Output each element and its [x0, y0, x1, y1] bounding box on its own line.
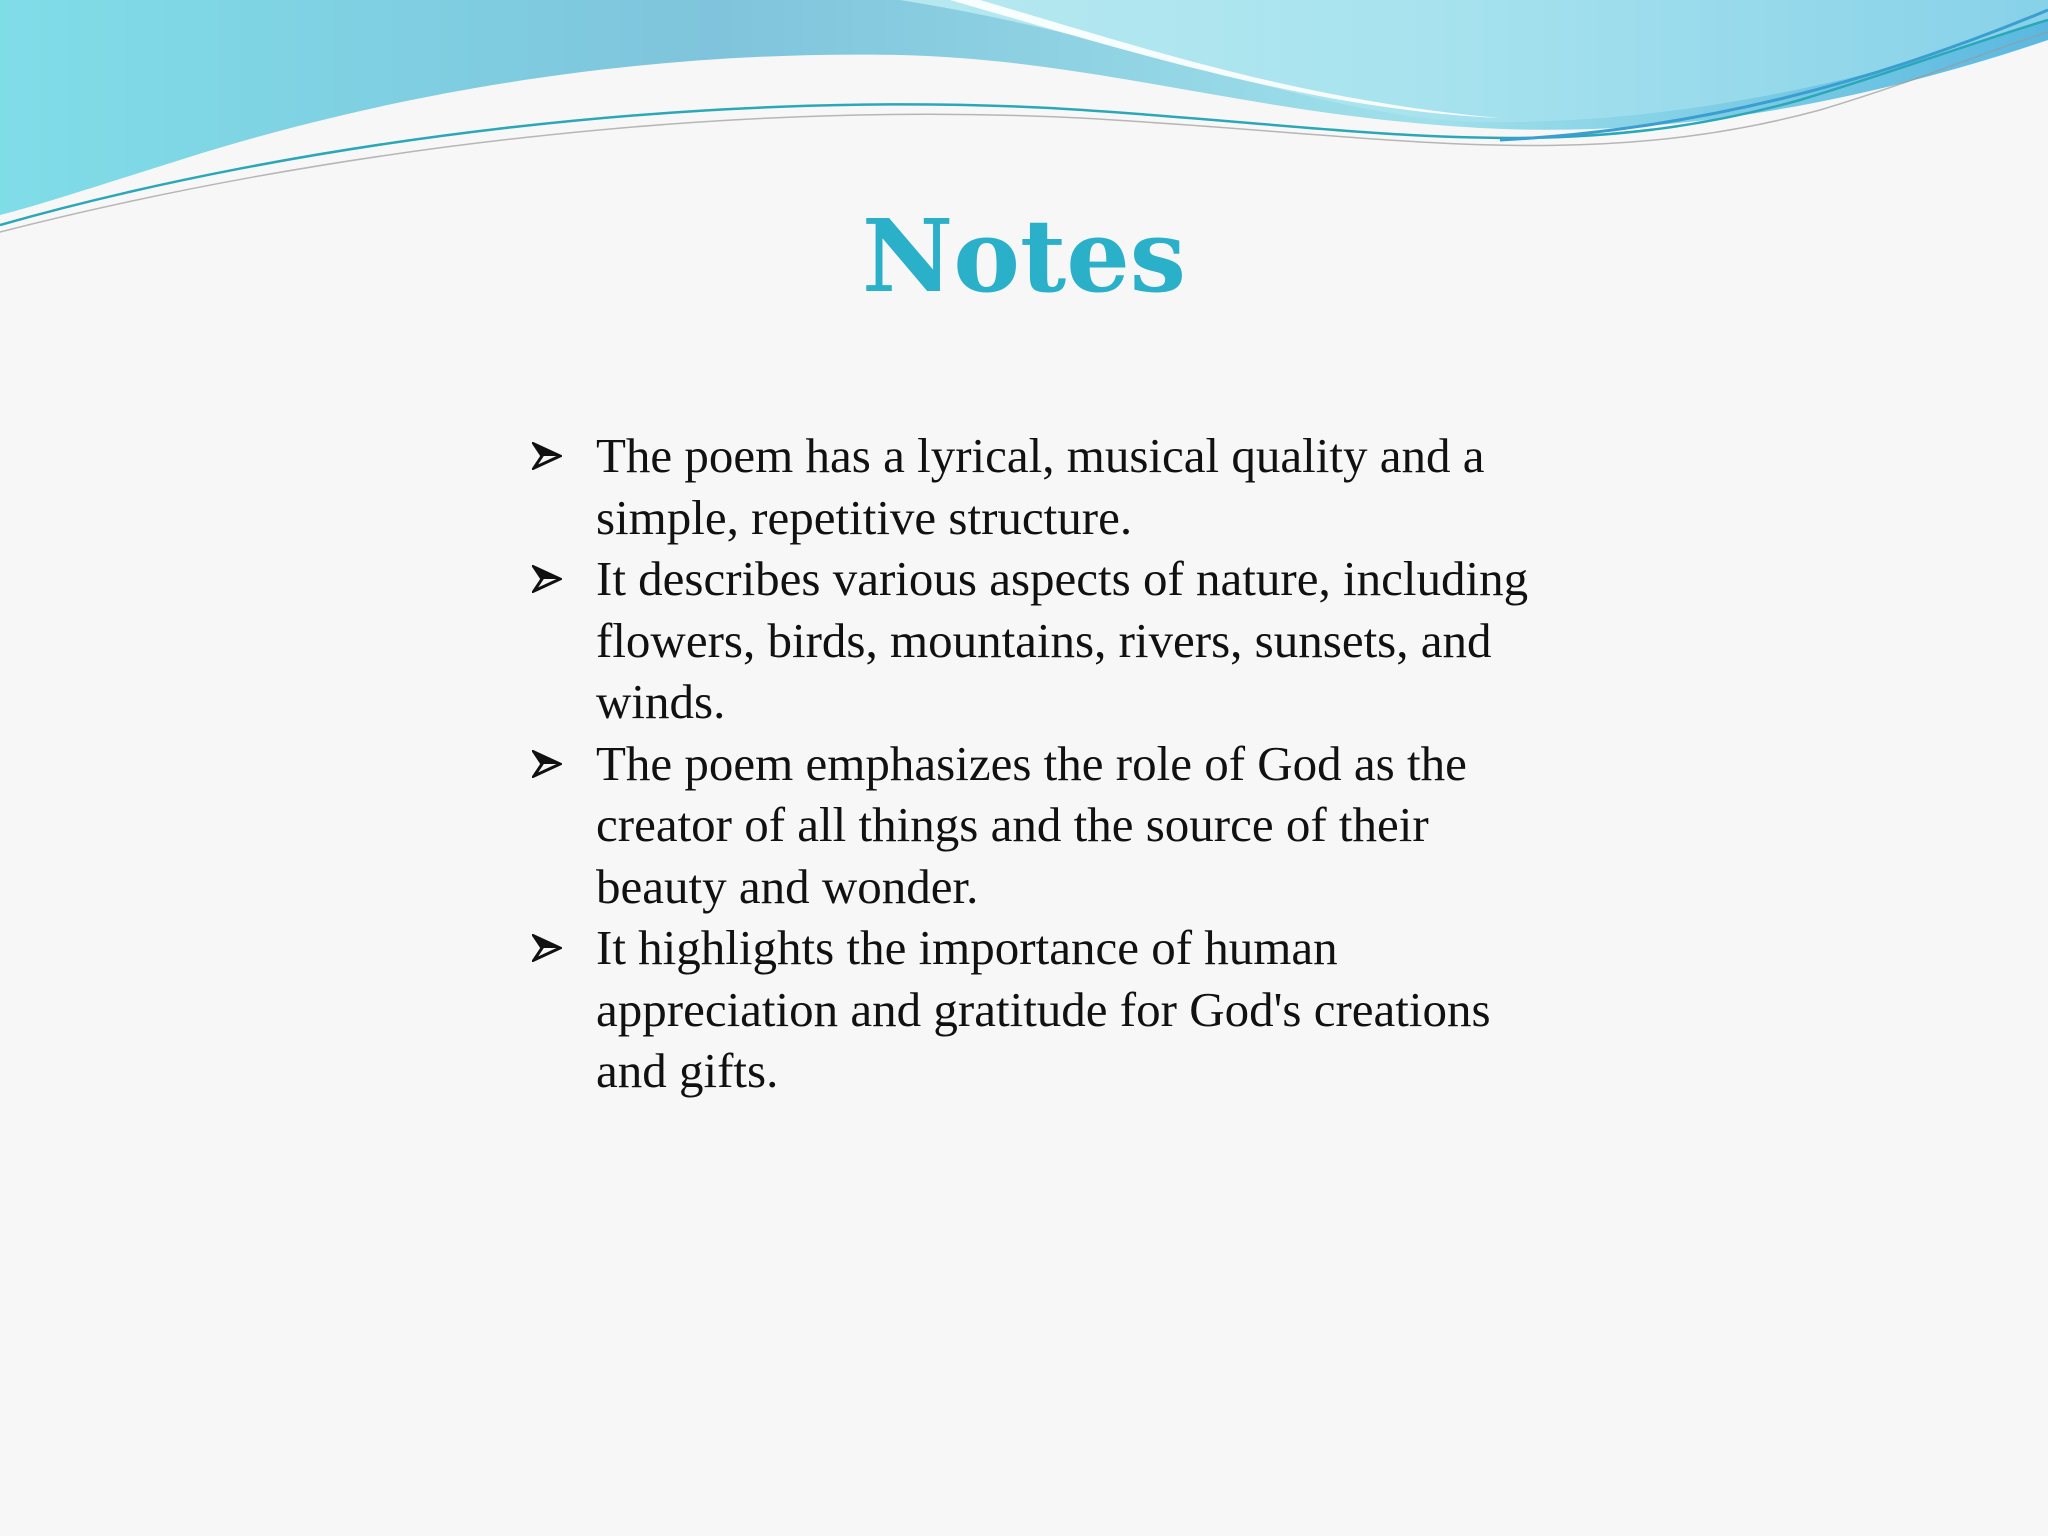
arrowhead-bullet-icon — [532, 934, 562, 962]
notes-list — [532, 425, 1532, 1102]
bullet-text: It highlights the importance of human appreciation and gratitude for God's creations and gifts. — [596, 920, 1491, 1098]
list-item — [532, 733, 1532, 918]
arrowhead-bullet-icon — [532, 565, 562, 593]
list-item — [532, 425, 1532, 548]
bullet-text: The poem has a lyrical, musical quality and a simple, repetitive structure. — [596, 428, 1485, 545]
list-item — [532, 917, 1532, 1102]
bullet-text: The poem emphasizes the role of God as the creator of all things and the source of their beauty and wonder. — [596, 735, 1467, 914]
arrowhead-bullet-icon — [532, 442, 562, 470]
slide-title: Notes — [861, 197, 1187, 315]
list-item — [532, 548, 1532, 733]
bullet-text: It describes various aspects of nature, including flowers, birds, mountains, rivers, sunsets, and winds. — [596, 551, 1529, 729]
arrowhead-bullet-icon — [532, 750, 562, 778]
